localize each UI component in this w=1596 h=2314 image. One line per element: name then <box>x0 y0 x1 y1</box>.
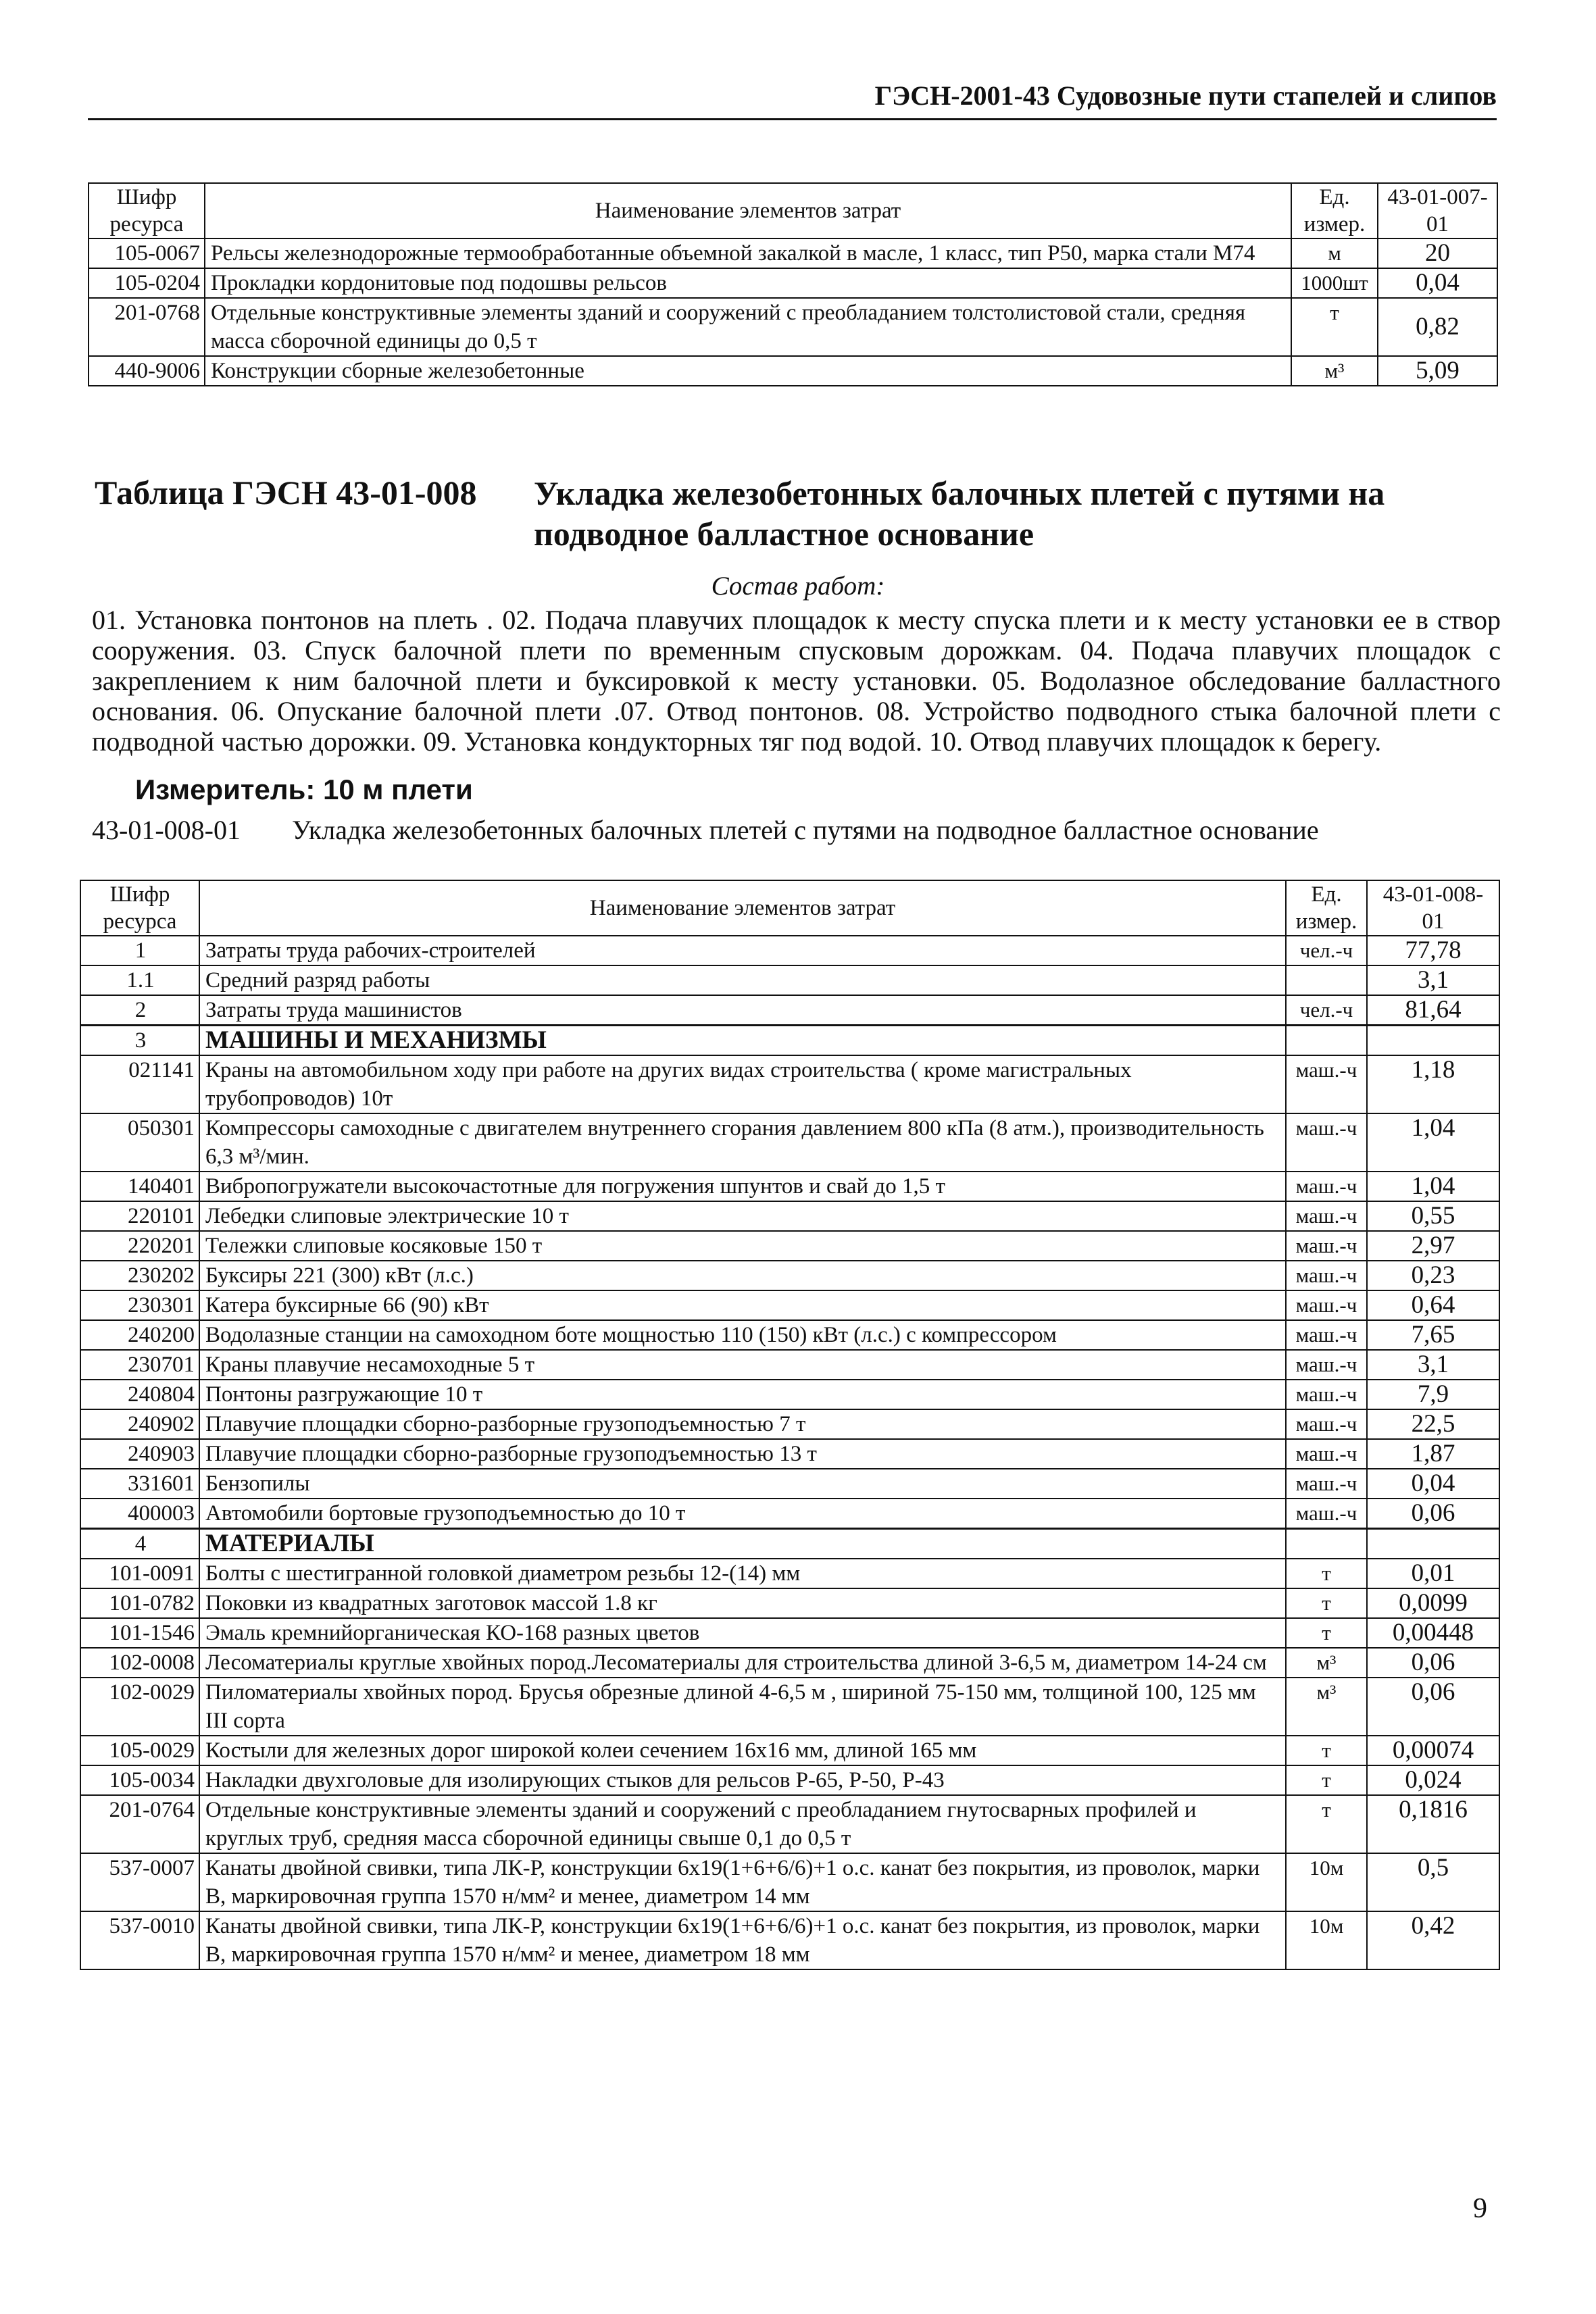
resource-value: 0,00448 <box>1367 1618 1499 1648</box>
resource-code: 105-0034 <box>80 1765 199 1795</box>
resource-name: Автомобили бортовые грузоподъемностью до 10 т <box>199 1499 1286 1529</box>
resource-value: 0,64 <box>1367 1290 1499 1320</box>
resource-name: Затраты труда рабочих-строителей <box>199 936 1286 965</box>
resource-code: 240804 <box>80 1380 199 1409</box>
resource-name: Отдельные конструктивные элементы зданий и сооружений с преобладанием толстолистовой стали, средняя масса сборочной единицы до 0,5 т <box>205 298 1291 356</box>
resource-unit: маш.-ч <box>1286 1290 1367 1320</box>
column-header-norm: 43-01-008-01 <box>1367 880 1499 936</box>
table-row <box>80 1026 1499 1056</box>
resource-name: Катера буксирные 66 (90) кВт <box>199 1290 1286 1320</box>
resource-value: 0,42 <box>1367 1911 1499 1969</box>
resource-name: Лебедки слиповые электрические 10 т <box>199 1201 1286 1231</box>
resource-unit: маш.-ч <box>1286 1261 1367 1290</box>
resource-value: 0,06 <box>1367 1678 1499 1736</box>
resource-unit: м³ <box>1286 1678 1367 1736</box>
table-row <box>80 1911 1499 1969</box>
resource-unit: т <box>1286 1588 1367 1618</box>
resource-unit: маш.-ч <box>1286 1380 1367 1409</box>
table-row <box>80 1172 1499 1201</box>
resource-unit: маш.-ч <box>1286 1439 1367 1469</box>
table-row <box>80 1529 1499 1559</box>
resource-name: Вибропогружатели высокочастотные для погружения шпунтов и свай до 1,5 т <box>199 1172 1286 1201</box>
resource-value: 0,06 <box>1367 1648 1499 1678</box>
resource-value: 0,55 <box>1367 1201 1499 1231</box>
resource-name: Краны на автомобильном ходу при работе на других видах строительства ( кроме магистральных трубопроводов) 10т <box>199 1055 1286 1113</box>
resource-value: 0,024 <box>1367 1765 1499 1795</box>
resource-unit: 10м <box>1286 1911 1367 1969</box>
resource-code: 105-0029 <box>80 1736 199 1765</box>
resource-unit: м³ <box>1286 1648 1367 1678</box>
resource-code: 140401 <box>80 1172 199 1201</box>
resource-value: 0,00074 <box>1367 1736 1499 1765</box>
table-row <box>80 1795 1499 1853</box>
running-header: ГЭСН-2001-43 Судовозные пути стапелей и слипов <box>88 80 1497 120</box>
table-row <box>89 298 1497 356</box>
resource-name: Затраты труда машинистов <box>199 995 1286 1026</box>
composition-label: Состав работ: <box>711 572 885 601</box>
resource-value: 0,5 <box>1367 1853 1499 1911</box>
table-row <box>80 1350 1499 1380</box>
resource-value <box>1367 1529 1499 1559</box>
column-header-unit: Ед. измер. <box>1291 183 1378 238</box>
resource-unit: т <box>1286 1765 1367 1795</box>
table-row <box>80 1380 1499 1409</box>
resource-value: 3,1 <box>1367 965 1499 995</box>
resource-code: 105-0204 <box>89 268 205 298</box>
table-row <box>80 1409 1499 1439</box>
resource-code: 240903 <box>80 1439 199 1469</box>
resource-unit: маш.-ч <box>1286 1320 1367 1350</box>
resource-value: 3,1 <box>1367 1350 1499 1380</box>
resource-value: 0,06 <box>1367 1499 1499 1529</box>
resource-unit: маш.-ч <box>1286 1499 1367 1529</box>
resource-unit: маш.-ч <box>1286 1409 1367 1439</box>
resource-code: 101-0782 <box>80 1588 199 1618</box>
resource-value: 0,23 <box>1367 1261 1499 1290</box>
resource-unit: маш.-ч <box>1286 1231 1367 1261</box>
resource-value: 0,04 <box>1367 1469 1499 1499</box>
resource-unit: т <box>1291 298 1378 356</box>
table-row <box>80 995 1499 1026</box>
composition-text: 01. Установка понтонов на плеть . 02. Подача плавучих площадок к месту спуска плети и к месту установки ее в створ сооружения. 03. Спуск балочной плети по временным спусковым дорожкам. 04. Подача плавучих площадок с закреплением к ним балочной плети и буксировкой к месту установки. 05. Водолазное обследование балластного основания. 06. Опускание балочной плети .07. Отвод понтонов. 08. Устройство подводного стыка балочной плети с подводной частью дорожки. 09. Установка кондукторных тяг под водой. 10. Отвод плавучих площадок к берегу. <box>92 605 1501 757</box>
column-header-unit: Ед. измер. <box>1286 880 1367 936</box>
table-row <box>80 1201 1499 1231</box>
resource-name: Отдельные конструктивные элементы зданий и сооружений с преобладанием гнутосварных профилей и круглых труб, средняя масса сборочной единицы свыше 0,1 до 0,5 т <box>199 1795 1286 1853</box>
resource-code: 240200 <box>80 1320 199 1350</box>
table-row <box>80 1736 1499 1765</box>
table-row <box>80 1648 1499 1678</box>
resource-unit <box>1286 965 1367 995</box>
resource-code: 400003 <box>80 1499 199 1529</box>
table-row <box>80 1678 1499 1736</box>
resource-code: 230301 <box>80 1290 199 1320</box>
resource-name: Водолазные станции на самоходном боте мощностью 110 (150) кВт (л.с.) с компрессором <box>199 1320 1286 1350</box>
resource-value: 0,82 <box>1378 298 1497 356</box>
table-row <box>80 1765 1499 1795</box>
resource-code: 537-0010 <box>80 1911 199 1969</box>
table-row <box>80 1261 1499 1290</box>
resource-value <box>1367 1026 1499 1056</box>
resource-code: 4 <box>80 1529 199 1559</box>
resource-unit: маш.-ч <box>1286 1055 1367 1113</box>
resource-unit: маш.-ч <box>1286 1172 1367 1201</box>
resource-name: Тележки слиповые косяковые 150 т <box>199 1231 1286 1261</box>
resource-value: 22,5 <box>1367 1409 1499 1439</box>
table-row <box>80 1559 1499 1588</box>
column-header-code: Шифр ресурса <box>80 880 199 936</box>
column-header-norm: 43-01-007-01 <box>1378 183 1497 238</box>
resource-name: Плавучие площадки сборно-разборные грузоподъемностью 7 т <box>199 1409 1286 1439</box>
resource-name: Лесоматериалы круглые хвойных пород.Лесоматериалы для строительства длиной 3-6,5 м, диаметром 14-24 см <box>199 1648 1286 1678</box>
resource-name: Краны плавучие несамоходные 5 т <box>199 1350 1286 1380</box>
subtable-code: 43-01-008-01 <box>92 815 241 845</box>
resource-unit: маш.-ч <box>1286 1469 1367 1499</box>
resource-code: 220201 <box>80 1231 199 1261</box>
resource-value: 1,87 <box>1367 1439 1499 1469</box>
resource-value: 77,78 <box>1367 936 1499 965</box>
resource-name: Болты с шестигранной головкой диаметром резьбы 12-(14) мм <box>199 1559 1286 1588</box>
table-row <box>80 1320 1499 1350</box>
resource-unit: т <box>1286 1795 1367 1853</box>
resource-name: Средний разряд работы <box>199 965 1286 995</box>
main-table-body <box>80 936 1499 1969</box>
resource-code: 230701 <box>80 1350 199 1380</box>
resource-name: Рельсы железнодорожные термообработанные объемной закалкой в масле, 1 класс, тип Р50, марка стали М74 <box>205 238 1291 268</box>
resource-unit <box>1286 1026 1367 1056</box>
resource-code: 050301 <box>80 1113 199 1172</box>
table-title: Таблица ГЭСН 43-01-008 <box>95 474 477 511</box>
resource-value: 81,64 <box>1367 995 1499 1026</box>
resource-name: Пиломатериалы хвойных пород. Брусья обрезные длиной 4-6,5 м , шириной 75-150 мм, толщиной 100, 125 мм III сорта <box>199 1678 1286 1736</box>
table-row <box>80 1618 1499 1648</box>
resource-unit: т <box>1286 1559 1367 1588</box>
resource-code: 102-0029 <box>80 1678 199 1736</box>
resource-unit: маш.-ч <box>1286 1350 1367 1380</box>
table-row <box>80 1439 1499 1469</box>
resource-value: 5,09 <box>1378 356 1497 386</box>
resource-unit: м <box>1291 238 1378 268</box>
table-row <box>80 1588 1499 1618</box>
resource-value: 7,65 <box>1367 1320 1499 1350</box>
resource-unit: 10м <box>1286 1853 1367 1911</box>
table-row <box>80 965 1499 995</box>
table-heading: Укладка железобетонных балочных плетей с путями на подводное балластное основание <box>534 474 1385 553</box>
resource-unit: маш.-ч <box>1286 1113 1367 1172</box>
resource-value: 1,18 <box>1367 1055 1499 1113</box>
table-row <box>89 356 1497 386</box>
resource-value: 0,04 <box>1378 268 1497 298</box>
resource-name: Костыли для железных дорог широкой колеи сечением 16х16 мм, длиной 165 мм <box>199 1736 1286 1765</box>
resource-unit: т <box>1286 1736 1367 1765</box>
resource-unit: чел.-ч <box>1286 936 1367 965</box>
resource-unit: 1000шт <box>1291 268 1378 298</box>
resource-code: 3 <box>80 1026 199 1056</box>
resource-code: 440-9006 <box>89 356 205 386</box>
table-row <box>80 1055 1499 1113</box>
resource-value: 1,04 <box>1367 1172 1499 1201</box>
resource-code: 021141 <box>80 1055 199 1113</box>
resource-value: 2,97 <box>1367 1231 1499 1261</box>
resource-code: 331601 <box>80 1469 199 1499</box>
resource-code: 105-0067 <box>89 238 205 268</box>
resource-value: 1,04 <box>1367 1113 1499 1172</box>
column-header-code: Шифр ресурса <box>89 183 205 238</box>
resource-name: Конструкции сборные железобетонные <box>205 356 1291 386</box>
continued-table-body <box>89 238 1497 386</box>
resource-code: 2 <box>80 995 199 1026</box>
resource-code: 201-0768 <box>89 298 205 356</box>
resource-name: Компрессоры самоходные с двигателем внутреннего сгорания давлением 800 кПа (8 атм.), производительность 6,3 м³/мин. <box>199 1113 1286 1172</box>
resource-code: 230202 <box>80 1261 199 1290</box>
resource-code: 1 <box>80 936 199 965</box>
table-row <box>80 1113 1499 1172</box>
table-row <box>89 268 1497 298</box>
resource-unit: чел.-ч <box>1286 995 1367 1026</box>
resource-name: Понтоны разгружающие 10 т <box>199 1380 1286 1409</box>
measurement-unit: Измеритель: 10 м плети <box>135 774 473 805</box>
resource-value: 0,1816 <box>1367 1795 1499 1853</box>
resource-unit <box>1286 1529 1367 1559</box>
main-resource-table <box>80 880 1500 1970</box>
resource-code: 537-0007 <box>80 1853 199 1911</box>
page-number: 9 <box>1473 2193 1487 2224</box>
resource-name: Канаты двойной свивки, типа ЛК-Р, конструкции 6х19(1+6+6/6)+1 о.с. канат без покрытия, из проволок, марки В, маркировочная группа 1570 н/мм² и менее, диаметром 18 мм <box>199 1911 1286 1969</box>
resource-name: Поковки из квадратных заготовок массой 1.8 кг <box>199 1588 1286 1618</box>
resource-value: 0,0099 <box>1367 1588 1499 1618</box>
column-header-name: Наименование элементов затрат <box>199 880 1286 936</box>
resource-name: Бензопилы <box>199 1469 1286 1499</box>
table-row <box>89 238 1497 268</box>
table-row <box>80 936 1499 965</box>
resource-name: Буксиры 221 (300) кВт (л.с.) <box>199 1261 1286 1290</box>
resource-unit: маш.-ч <box>1286 1201 1367 1231</box>
resource-code: 101-0091 <box>80 1559 199 1588</box>
resource-code: 1.1 <box>80 965 199 995</box>
resource-name: МАТЕРИАЛЫ <box>199 1529 1286 1559</box>
resource-code: 102-0008 <box>80 1648 199 1678</box>
table-row <box>80 1290 1499 1320</box>
resource-name: Канаты двойной свивки, типа ЛК-Р, конструкции 6х19(1+6+6/6)+1 о.с. канат без покрытия, из проволок, марки В, маркировочная группа 1570 н/мм² и менее, диаметром 14 мм <box>199 1853 1286 1911</box>
resource-value: 20 <box>1378 238 1497 268</box>
continued-resource-table <box>88 182 1498 386</box>
resource-code: 220101 <box>80 1201 199 1231</box>
resource-code: 240902 <box>80 1409 199 1439</box>
subtable-name: Укладка железобетонных балочных плетей с путями на подводное балластное основание <box>292 815 1319 845</box>
column-header-name: Наименование элементов затрат <box>205 183 1291 238</box>
resource-name: МАШИНЫ И МЕХАНИЗМЫ <box>199 1026 1286 1056</box>
resource-name: Эмаль кремнийорганическая КО-168 разных цветов <box>199 1618 1286 1648</box>
resource-value: 0,01 <box>1367 1559 1499 1588</box>
resource-name: Накладки двухголовые для изолирующих стыков для рельсов Р-65, Р-50, Р-43 <box>199 1765 1286 1795</box>
resource-code: 101-1546 <box>80 1618 199 1648</box>
resource-value: 7,9 <box>1367 1380 1499 1409</box>
resource-name: Плавучие площадки сборно-разборные грузоподъемностью 13 т <box>199 1439 1286 1469</box>
table-row <box>80 1231 1499 1261</box>
table-row <box>80 1853 1499 1911</box>
resource-unit: т <box>1286 1618 1367 1648</box>
resource-code: 201-0764 <box>80 1795 199 1853</box>
resource-unit: м³ <box>1291 356 1378 386</box>
resource-name: Прокладки кордонитовые под подошвы рельсов <box>205 268 1291 298</box>
table-row <box>80 1499 1499 1529</box>
table-row <box>80 1469 1499 1499</box>
